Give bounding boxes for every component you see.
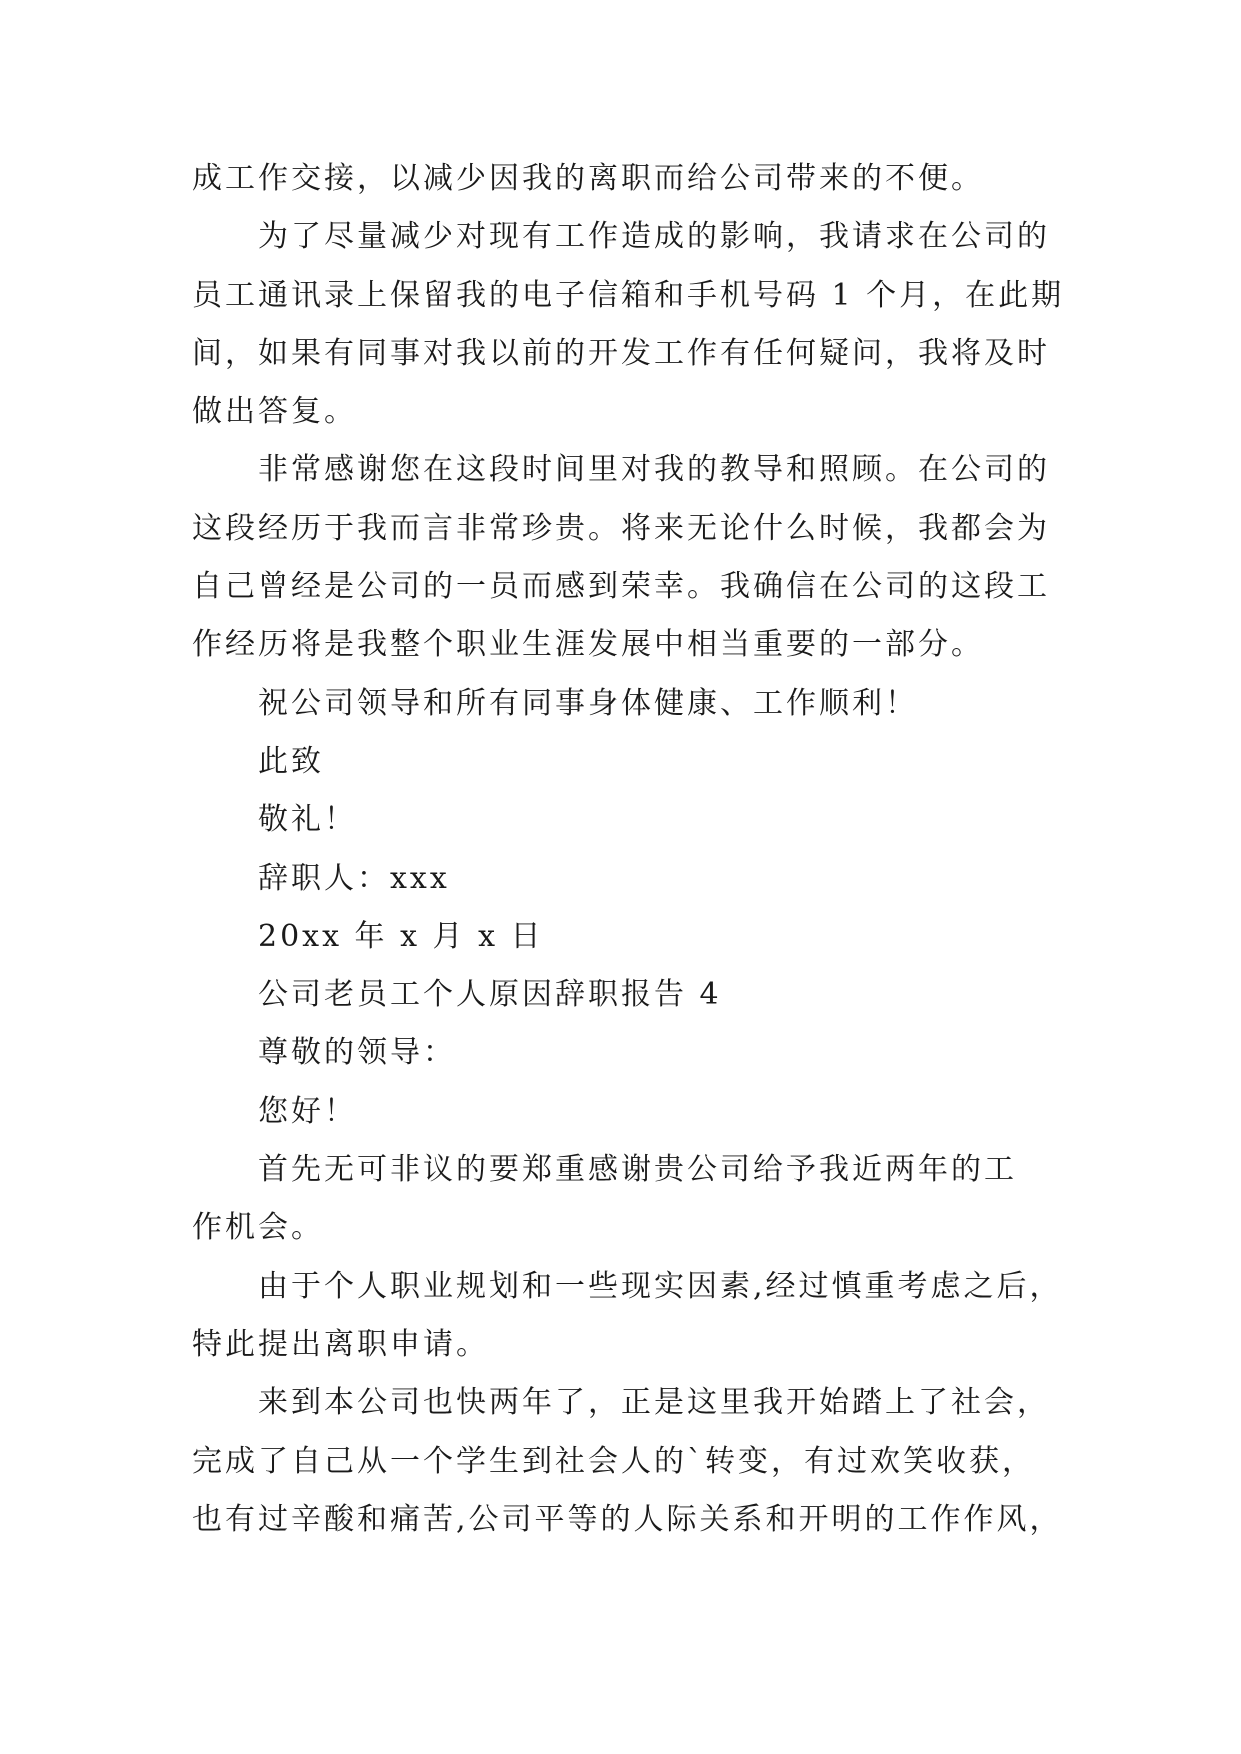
section-heading: 公司老员工个人原因辞职报告 4 bbox=[258, 977, 722, 1013]
paragraph-line: 首先无可非议的要郑重感谢贵公司给予我近两年的工 bbox=[258, 1152, 1017, 1188]
paragraph-line: 自己曾经是公司的一员而感到荣幸。我确信在公司的这段工 bbox=[192, 569, 1050, 605]
paragraph-line: 来到本公司也快两年了，正是这里我开始踏上了社会， bbox=[258, 1385, 1050, 1421]
signatory: 辞职人：xxx bbox=[258, 860, 450, 896]
paragraph-line: 这段经历于我而言非常珍贵。将来无论什么时候，我都会为 bbox=[192, 510, 1050, 546]
paragraph-line: 做出答复。 bbox=[192, 394, 357, 430]
paragraph-line: 由于个人职业规划和一些现实因素,经过慎重考虑之后， bbox=[258, 1268, 1063, 1304]
letter-addressee: 尊敬的领导： bbox=[258, 1035, 456, 1071]
paragraph-line: 为了尽量减少对现有工作造成的影响，我请求在公司的 bbox=[258, 219, 1050, 255]
paragraph-line: 作经历将是我整个职业生涯发展中相当重要的一部分。 bbox=[192, 627, 984, 663]
paragraph-line: 完成了自己从一个学生到社会人的`转变，有过欢笑收获， bbox=[192, 1443, 1035, 1479]
closing-wish: 祝公司领导和所有同事身体健康、工作顺利！ bbox=[258, 685, 918, 721]
paragraph-line: 非常感谢您在这段时间里对我的教导和照顾。在公司的 bbox=[258, 452, 1050, 488]
letter-date: 20xx 年 x 月 x 日 bbox=[258, 918, 544, 954]
paragraph-line: 作机会。 bbox=[192, 1210, 324, 1246]
paragraph-line: 间，如果有同事对我以前的开发工作有任何疑问，我将及时 bbox=[192, 335, 1050, 371]
document-body bbox=[192, 150, 1072, 1549]
salutation-cizhi: 此致 bbox=[258, 743, 324, 779]
paragraph-line: 特此提出离职申请。 bbox=[192, 1326, 489, 1362]
paragraph-line: 也有过辛酸和痛苦,公司平等的人际关系和开明的工作作风， bbox=[192, 1501, 1063, 1537]
letter-greeting: 您好！ bbox=[258, 1093, 357, 1129]
salutation-jingli: 敬礼！ bbox=[258, 802, 357, 838]
paragraph-line: 成工作交接，以减少因我的离职而给公司带来的不便。 bbox=[192, 161, 984, 196]
paragraph-line: 员工通讯录上保留我的电子信箱和手机号码 1 个月，在此期 bbox=[192, 277, 1065, 313]
